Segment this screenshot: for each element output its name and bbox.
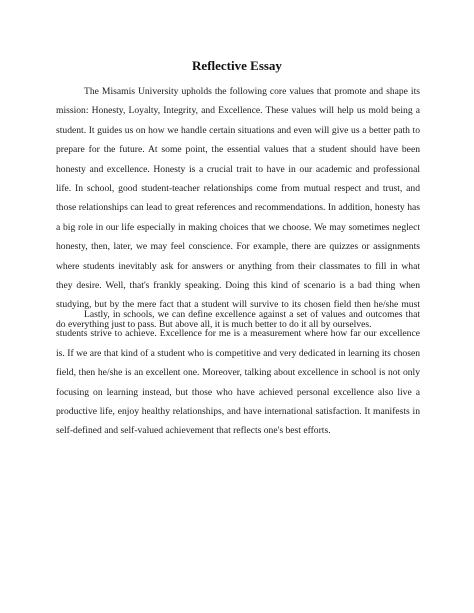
document-title: Reflective Essay	[192, 58, 282, 73]
essay-paragraph-1: The Misamis University upholds the following core values that promote and shape its mission: Honesty, Loyalty, Integrity, and Excellence. These values will help us mold being a student. It guides us on how we handle certain situations and even will give us a better path to prepare for the future. At some point, the essential values that a student should have been honesty and excellence. Honesty is a crucial trait to have in our academic and professional life. In school, good student-teacher relationships come from mutual respect and trust, and those relationships can lead to great references and recommendations. In addition, honesty has a big role in our life especially in making choices that we choose. We may sometimes neglect honesty, then, later, we may feel conscience. For example, there are quizzes or assignments where students inevitably ask for answers or anything from their classmates to fill in what they desire. Well, that's frankly speaking. Doing this kind of scenario is a bad thing when studying, but by the mere fact that a student will survive to its chosen field then he/she must do everything just to pass. But above all, it is much better to do it all by ourselves.	[56, 86, 420, 330]
essay-paragraph-2: Lastly, in schools, we can define excellence against a set of values and outcomes that students strive to achieve. Excellence for me is a measurement where how far our excellence is. If we are that kind of a student who is competitive and very dedicated in learning its chosen field, then he/she is an excellent one. Moreover, talking about excellence in school is not only focusing on learning instead, but those who have achieved personal excellence also live a productive life, enjoy healthy relationships, and have international satisfaction. It manifests in self-defined and self-valued achievement that reflects one's best efforts.	[56, 309, 420, 437]
